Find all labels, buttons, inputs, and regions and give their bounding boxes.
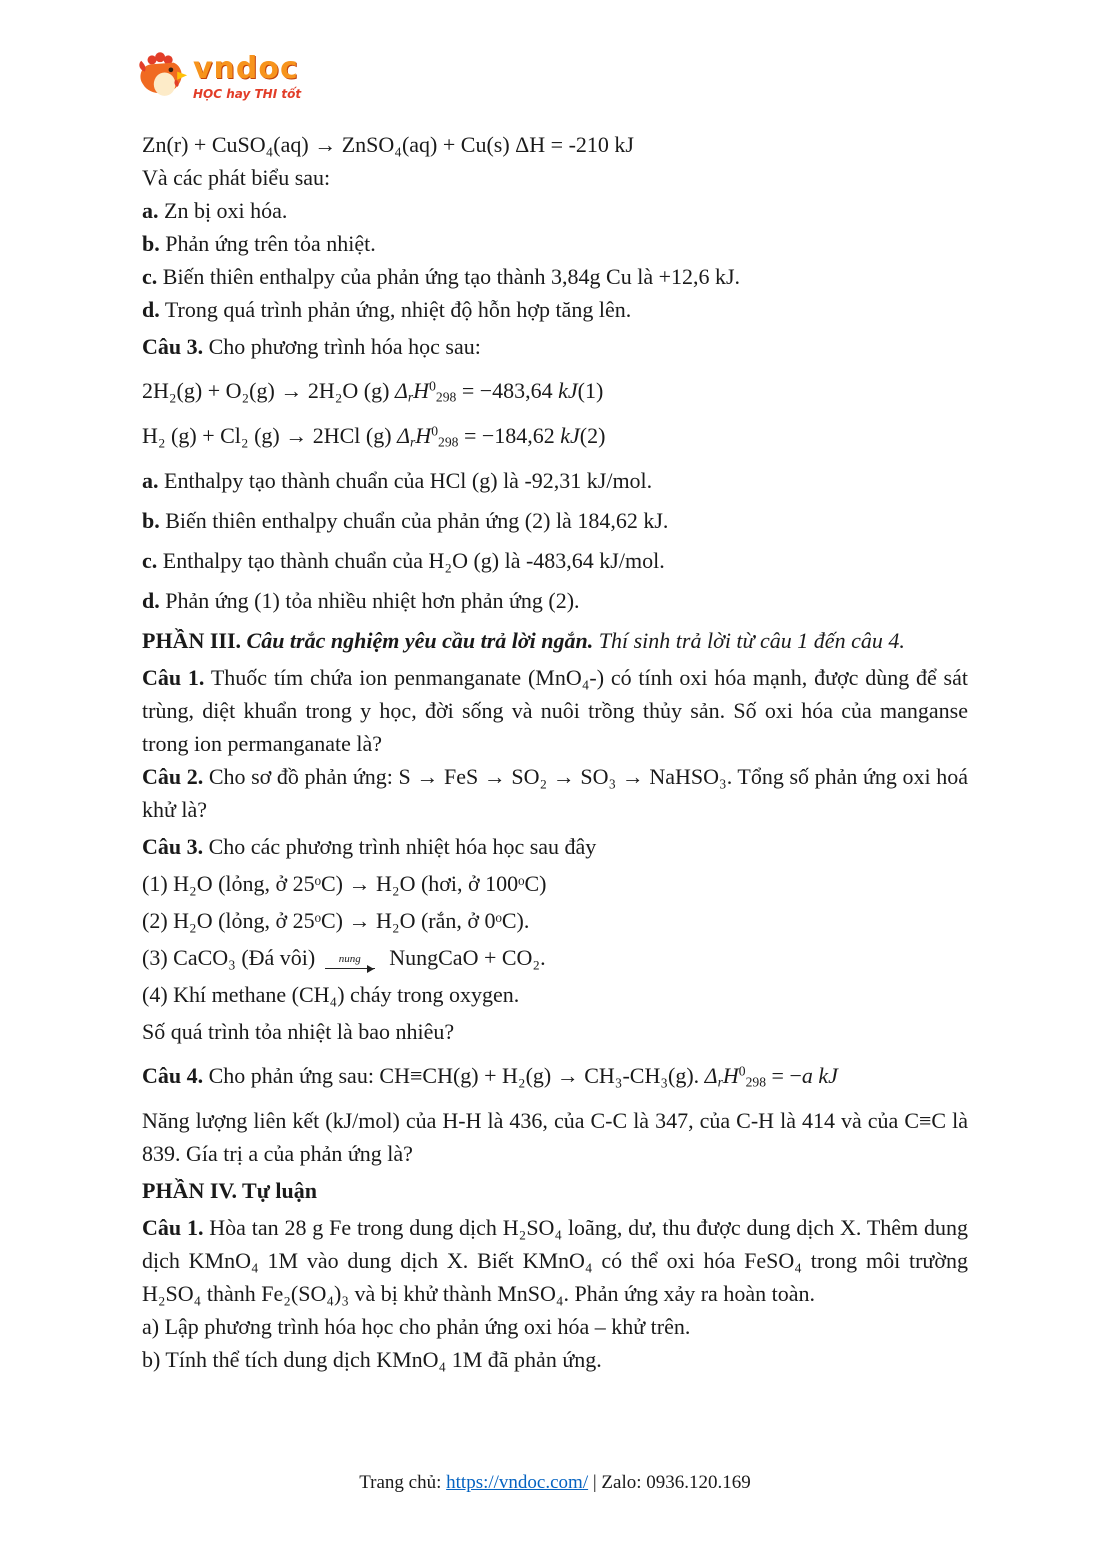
text-run: Câu 1. [142, 664, 205, 690]
footer-homepage-link[interactable]: https://vndoc.com/ [446, 1472, 589, 1493]
text-run: Và các phát biểu sau: [142, 165, 331, 190]
text-run: c. [142, 264, 158, 289]
process-4 [142, 978, 968, 1011]
cau3-heading [142, 330, 968, 363]
text-run: Biến thiên enthalpy chuẩn của phản ứng (2) là 184,62 kJ. [159, 507, 669, 533]
cau3-statement-c [142, 544, 968, 577]
text-run: (3) CaCO₃ (Đá vôi) [142, 944, 321, 970]
text-run: Enthalpy tạo thành chuẩn của HCl (g) là -92,31 kJ/mol. [158, 467, 653, 493]
text-run: Δ [397, 422, 410, 448]
text-run: Câu trắc nghiệm yêu cầu trả lời ngắn. [246, 627, 594, 653]
logo-text [193, 50, 302, 101]
text-run: Δ [704, 1062, 718, 1088]
process-1 [142, 867, 968, 900]
text-run: (4) Khí methane (CH₄) cháy trong oxygen. [142, 981, 520, 1007]
text-run: PHẦN IV. Tự luận [142, 1177, 318, 1203]
text-run: Δ [394, 378, 408, 403]
statement-b [142, 227, 968, 260]
process-2 [142, 904, 968, 937]
footer-zalo-text: | Zalo: 0936.120.169 [588, 1472, 751, 1493]
text-run: H [415, 422, 432, 448]
equation-zn-cu [142, 128, 968, 161]
text-run: Cho các phương trình nhiệt hóa học sau đây [203, 833, 597, 859]
text-run: kJ [558, 378, 578, 403]
text-run: r [409, 434, 416, 450]
page-footer [142, 1472, 968, 1494]
text-run: Số quá trình tỏa nhiệt là bao nhiêu? [142, 1018, 455, 1044]
footer-label: Trang chủ: [359, 1472, 447, 1493]
phan4-cau1-a [142, 1310, 968, 1343]
process-3 [142, 941, 968, 974]
text-run: Hòa tan 28 g Fe trong dung dịch H₂SO₄ loãng, dư, thu được dung dịch X. Thêm dung dịch KMnO₄ 1M vào dung dịch X. Biết KMnO₄ có thể oxi hóa FeSO₄ trong môi trường H₂SO₄ thành Fe₂(SO₄)₃ và bị khử thành MnSO₄. Phản ứng xảy ra hoàn toàn. [142, 1214, 968, 1306]
text-run: (1) [577, 378, 604, 403]
statement-a [142, 194, 968, 227]
text-run: NungCaO + CO₂. [383, 944, 546, 970]
thermo-equation-2 [142, 419, 968, 453]
text-run: kJ [560, 422, 580, 448]
text-run: nung [325, 954, 375, 969]
text-run: PHẦN III. [142, 627, 247, 653]
text-run: r [717, 1074, 723, 1090]
cau3-statement-a [142, 464, 968, 497]
text-run: Câu 2. [142, 763, 204, 789]
vndoc-logo [134, 50, 968, 104]
text-run: b. [142, 507, 160, 533]
text-run: 298 [438, 434, 459, 450]
text-run: = −483,64 [456, 378, 559, 403]
phan4-cau1-b [142, 1343, 968, 1376]
cau3-statement-d [142, 584, 968, 617]
text-run: H [722, 1062, 739, 1088]
text-run: 2H₂(g) + O₂(g) → 2H₂O (g) [142, 378, 395, 403]
text-run: b) Tính thể tích dung dịch KMnO₄ 1M đã phản ứng. [142, 1346, 602, 1372]
text-run: 0 [431, 423, 438, 439]
phan3-cau3-question [142, 1015, 968, 1048]
text-run: (1) H₂O (lỏng, ở 25ᵒC) → H₂O (hơi, ở 100ᵒC) [142, 870, 547, 896]
text-run: Thuốc tím chứa ion penmanganate (MnO₄-) có tính oxi hóa mạnh, được dùng để sát trùng, diệt khuẩn trong y học, đời sống và nuôi trồng thủy sản. Số oxi hóa của manganse trong ion permanganate là? [142, 664, 968, 756]
text-run: (2) H₂O (lỏng, ở 25ᵒC) → H₂O (rắn, ở 0ᵒC). [142, 907, 530, 933]
text-run: a kJ [801, 1062, 838, 1088]
text-run: Năng lượng liên kết (kJ/mol) của H-H là 436, của C-C là 347, của C-H là 414 và của C≡C là 839. Gía trị a của phản ứng là? [142, 1107, 968, 1166]
text-run: = −184,62 [458, 422, 561, 448]
phan3-heading [142, 624, 968, 657]
document-body [142, 128, 968, 1446]
statement-c [142, 260, 968, 293]
text-run: Cho phản ứng sau: CH≡CH(g) + H₂(g) → CH₃-CH₃(g). [203, 1062, 705, 1088]
text-run: Phản ứng trên tỏa nhiệt. [159, 231, 376, 256]
text-run: H [413, 378, 430, 403]
phan3-cau4 [142, 1059, 968, 1093]
statement-d [142, 293, 968, 326]
text-run: 298 [435, 389, 457, 405]
rooster-icon [134, 50, 188, 104]
logo-brand-text: vndoc [193, 50, 299, 86]
text-run: Câu 3. [142, 833, 204, 859]
text-run: a. [142, 467, 159, 493]
text-run: 298 [745, 1074, 767, 1090]
text-run: a) Lập phương trình hóa học cho phản ứng oxi hóa – khử trên. [142, 1313, 691, 1339]
phan3-cau1 [142, 661, 968, 760]
text-run: Phản ứng (1) tỏa nhiều nhiệt hơn phản ứng (2). [159, 587, 580, 613]
thermo-equation-1 [142, 374, 968, 408]
text-run: Câu 3. [142, 334, 204, 359]
text-run: 0 [429, 378, 436, 394]
text-run: d. [142, 587, 160, 613]
text-run: r [407, 389, 414, 405]
text-run: Trong quá trình phản ứng, nhiệt độ hỗn hợp tăng lên. [159, 297, 632, 322]
text-run: Enthalpy tạo thành chuẩn của H₂O (g) là -483,64 kJ/mol. [157, 547, 665, 573]
text-run: H₂ (g) + Cl₂ (g) → 2HCl (g) [142, 422, 398, 448]
text-run: Cho sơ đồ phản ứng: S → FeS → SO₂ → SO₃ → NaHSO₃. Tổng số phản ứng oxi hoá khử là? [142, 763, 969, 822]
cau3-statement-b [142, 504, 968, 537]
intro-line [142, 161, 968, 194]
text-run: Thí sinh trả lời từ câu 1 đến câu 4. [593, 627, 905, 653]
phan4-cau1 [142, 1211, 968, 1310]
text-run: a. [142, 198, 159, 223]
text-run: (2) [579, 422, 606, 448]
phan4-heading [142, 1174, 968, 1207]
phan3-cau4-detail [142, 1104, 968, 1170]
text-run: Zn bị oxi hóa. [158, 198, 288, 223]
text-run: d. [142, 297, 160, 322]
text-run: Câu 1. [142, 1214, 204, 1240]
text-run: b. [142, 231, 160, 256]
phan3-cau3 [142, 830, 968, 863]
text-run: c. [142, 547, 158, 573]
text-run: 0 [738, 1063, 746, 1079]
text-run: = − [766, 1062, 802, 1088]
text-run: Biến thiên enthalpy của phản ứng tạo thành 3,84g Cu là +12,6 kJ. [157, 264, 741, 289]
text-run: Zn(r) + CuSO₄(aq) → ZnSO₄(aq) + Cu(s) ΔH = -210 kJ [142, 132, 634, 157]
logo-tagline: HỌC hay THI tốt [193, 86, 302, 101]
text-run: Cho phương trình hóa học sau: [203, 334, 481, 359]
text-run: Câu 4. [142, 1062, 204, 1088]
phan3-cau2 [142, 760, 968, 826]
